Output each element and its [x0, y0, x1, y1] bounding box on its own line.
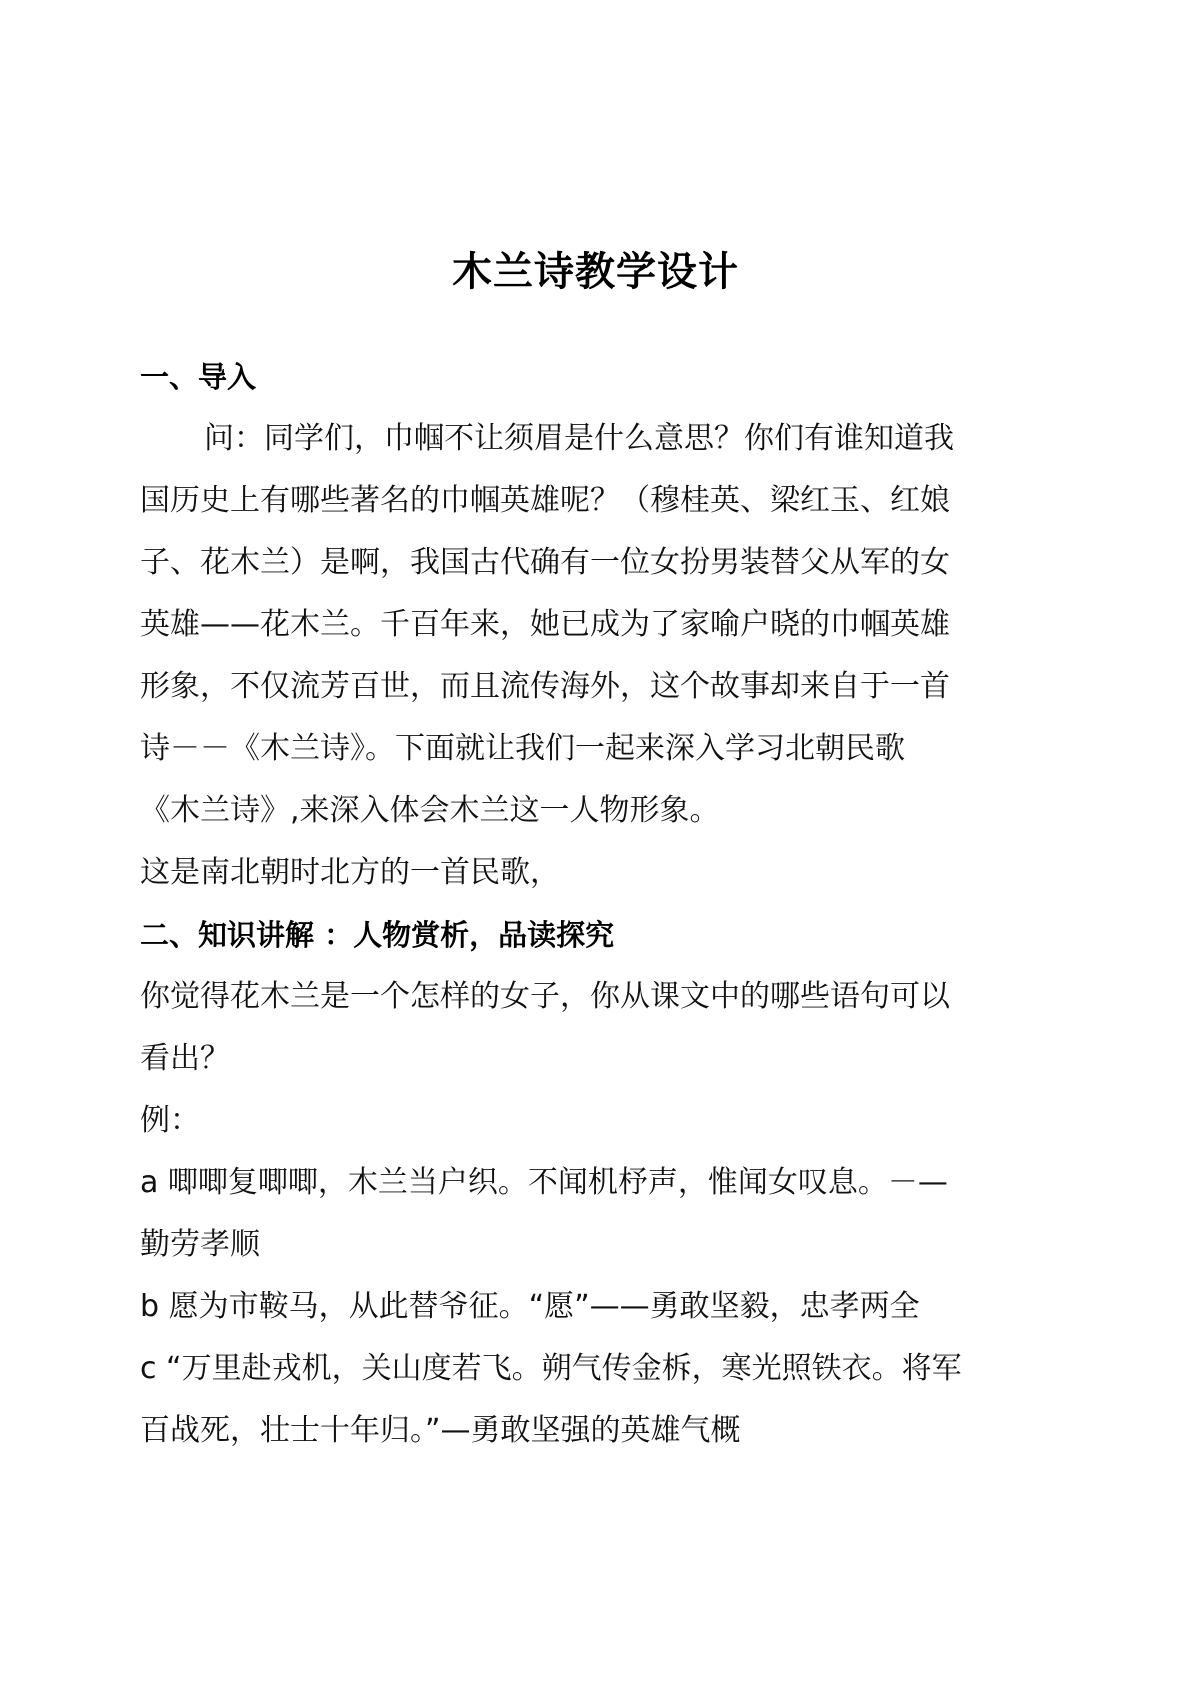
document-title: 木兰诗教学设计	[452, 249, 739, 295]
intro-paragraph-line: 国历史上有哪些著名的巾帼英雄呢？（穆桂英、梁红玉、红娘	[140, 483, 950, 518]
intro-paragraph-line: 诗－－《木兰诗》。下面就让我们一起来深入学习北朝民歌	[140, 731, 905, 766]
example-label: 例：	[140, 1103, 200, 1138]
intro-paragraph-line: 《木兰诗》,来深入体会木兰这一人物形象。	[140, 793, 720, 828]
intro-paragraph-line: 子、花木兰）是啊，我国古代确有一位女扮男装替父从军的女	[140, 545, 950, 580]
example-a-line: a 唧唧复唧唧，木兰当户织。不闻机杼声，惟闻女叹息。－—	[140, 1165, 948, 1200]
question-line: 看出？	[140, 1041, 230, 1076]
section-heading-intro: 一、导入	[140, 360, 257, 394]
intro-paragraph-line: 英雄——花木兰。千百年来，她已成为了家喻户晓的巾帼英雄	[140, 607, 950, 642]
intro-paragraph-line: 问：同学们，巾帼不让须眉是什么意思？你们有谁知道我	[204, 421, 954, 456]
example-c-line: 百战死，壮士十年归。”—勇敢坚强的英雄气概	[140, 1413, 741, 1448]
document-body	[140, 346, 1050, 1462]
example-b-line: b 愿为市鞍马，从此替爷征。“愿”——勇敢坚毅，忠孝两全	[140, 1289, 920, 1324]
example-c-line: c “万里赴戎机，关山度若飞。朔气传金柝，寒光照铁衣。将军	[140, 1351, 962, 1386]
intro-paragraph-line: 形象，不仅流芳百世，而且流传海外，这个故事却来自于一首	[140, 669, 950, 704]
question-line: 你觉得花木兰是一个怎样的女子，你从课文中的哪些语句可以	[140, 979, 950, 1014]
section-heading-knowledge: 二、知识讲解 ：人物赏析，品读探究	[140, 918, 615, 952]
example-a-line: 勤劳孝顺	[140, 1227, 260, 1262]
intro-note: 这是南北朝时北方的一首民歌，	[140, 855, 560, 890]
